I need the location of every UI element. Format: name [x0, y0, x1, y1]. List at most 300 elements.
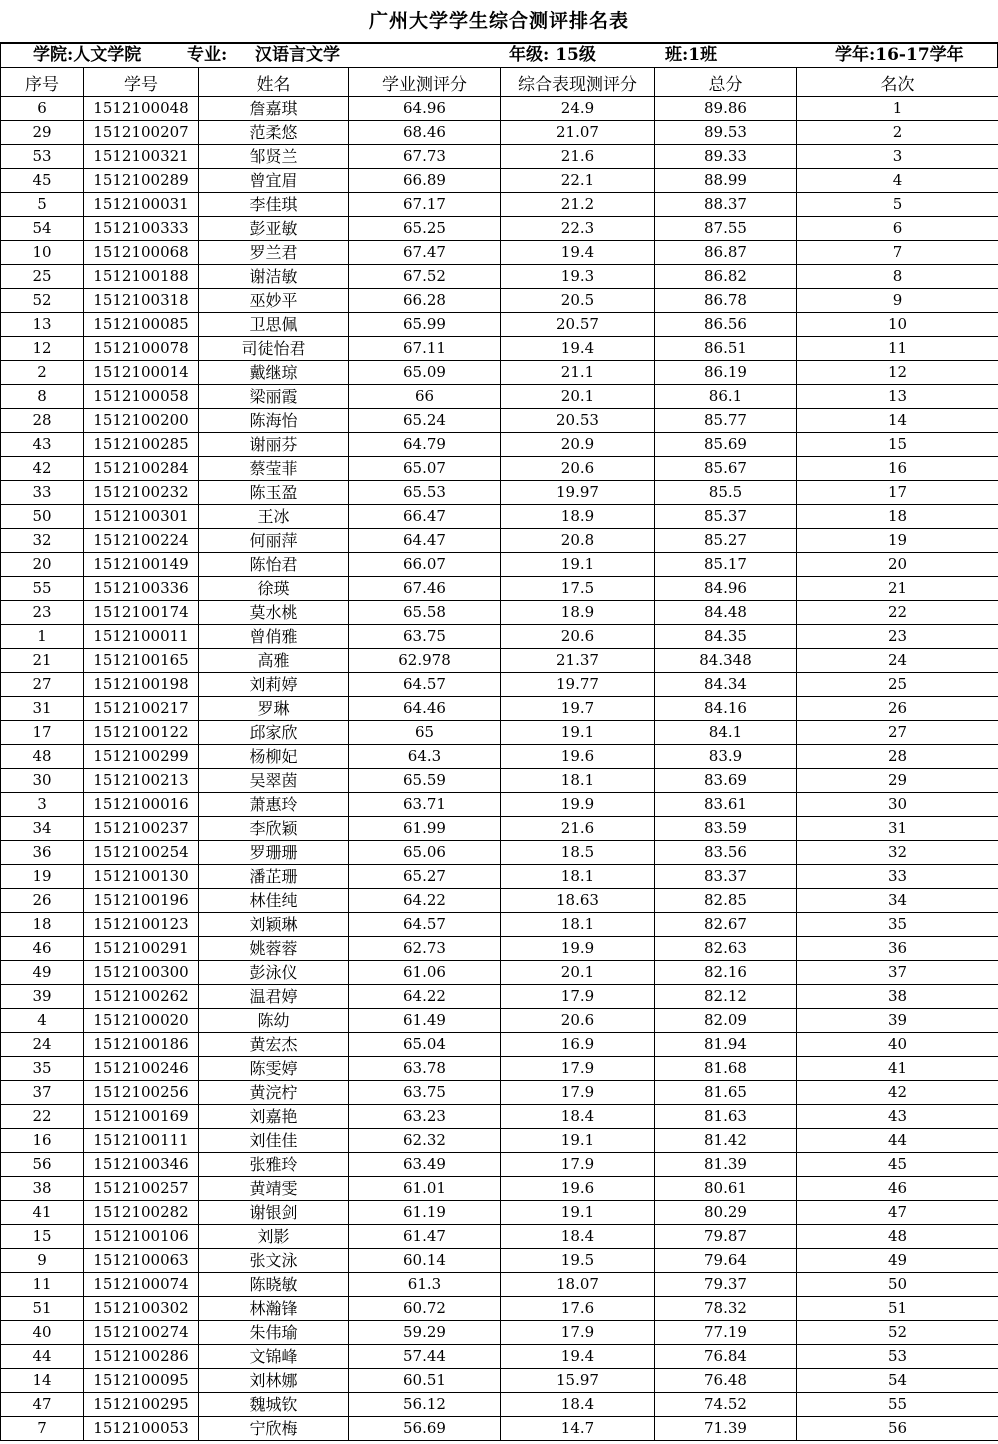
student-id-cell: 1512100224: [84, 529, 199, 553]
academic-score-cell: 67.47: [349, 241, 501, 265]
student-id-cell: 1512100232: [84, 481, 199, 505]
seq-cell: 26: [1, 889, 84, 913]
student-id-cell: 1512100286: [84, 1345, 199, 1369]
student-id-cell: 1512100300: [84, 961, 199, 985]
seq-cell: 32: [1, 529, 84, 553]
seq-cell: 28: [1, 409, 84, 433]
performance-score-cell: 17.9: [501, 1321, 655, 1345]
academic-score-cell: 65.24: [349, 409, 501, 433]
academic-score-cell: 63.23: [349, 1105, 501, 1129]
academic-score-cell: 65.53: [349, 481, 501, 505]
seq-cell: 33: [1, 481, 84, 505]
academic-score-cell: 61.49: [349, 1009, 501, 1033]
name-cell: 莫水桃: [199, 601, 349, 625]
total-score-cell: 83.9: [655, 745, 797, 769]
name-cell: 彭亚敏: [199, 217, 349, 241]
table-row: [1, 1297, 998, 1321]
performance-score-cell: 18.9: [501, 505, 655, 529]
rank-cell: 40: [797, 1033, 998, 1057]
name-cell: 梁丽霞: [199, 385, 349, 409]
name-cell: 陈晓敏: [199, 1273, 349, 1297]
rank-cell: 52: [797, 1321, 998, 1345]
seq-cell: 42: [1, 457, 84, 481]
student-id-cell: 1512100123: [84, 913, 199, 937]
performance-score-cell: 19.9: [501, 793, 655, 817]
table-row: [1, 553, 998, 577]
seq-cell: 39: [1, 985, 84, 1009]
col-header-student-id: 学号: [84, 68, 199, 97]
info-bar: [0, 42, 998, 67]
seq-cell: 7: [1, 1417, 84, 1441]
name-cell: 朱伟瑜: [199, 1321, 349, 1345]
rank-cell: 39: [797, 1009, 998, 1033]
table-row: [1, 1345, 998, 1369]
student-id-cell: 1512100291: [84, 937, 199, 961]
performance-score-cell: 24.9: [501, 97, 655, 121]
academic-score-cell: 61.06: [349, 961, 501, 985]
student-id-cell: 1512100196: [84, 889, 199, 913]
performance-score-cell: 18.1: [501, 913, 655, 937]
total-score-cell: 89.53: [655, 121, 797, 145]
student-id-cell: 1512100016: [84, 793, 199, 817]
total-score-cell: 77.19: [655, 1321, 797, 1345]
performance-score-cell: 22.3: [501, 217, 655, 241]
total-score-cell: 81.94: [655, 1033, 797, 1057]
name-cell: 范柔悠: [199, 121, 349, 145]
table-row: [1, 1273, 998, 1297]
col-header-total: 总分: [655, 68, 797, 97]
performance-score-cell: 21.1: [501, 361, 655, 385]
rank-cell: 5: [797, 193, 998, 217]
seq-cell: 30: [1, 769, 84, 793]
table-row: [1, 97, 998, 121]
name-cell: 潘芷珊: [199, 865, 349, 889]
student-id-cell: 1512100085: [84, 313, 199, 337]
total-score-cell: 79.64: [655, 1249, 797, 1273]
academic-year-label: 学年:16-17学年: [835, 45, 964, 65]
student-id-cell: 1512100063: [84, 1249, 199, 1273]
name-cell: 张雅玲: [199, 1153, 349, 1177]
performance-score-cell: 19.1: [501, 553, 655, 577]
name-cell: 蔡莹菲: [199, 457, 349, 481]
rank-cell: 30: [797, 793, 998, 817]
table-row: [1, 649, 998, 673]
name-cell: 詹嘉琪: [199, 97, 349, 121]
total-score-cell: 88.37: [655, 193, 797, 217]
col-header-rank: 名次: [797, 68, 998, 97]
seq-cell: 20: [1, 553, 84, 577]
table-row: [1, 1057, 998, 1081]
rank-cell: 17: [797, 481, 998, 505]
name-cell: 刘林娜: [199, 1369, 349, 1393]
table-row: [1, 745, 998, 769]
total-score-cell: 84.35: [655, 625, 797, 649]
student-id-cell: 1512100058: [84, 385, 199, 409]
student-id-cell: 1512100301: [84, 505, 199, 529]
rank-cell: 6: [797, 217, 998, 241]
name-cell: 陈怡君: [199, 553, 349, 577]
student-id-cell: 1512100274: [84, 1321, 199, 1345]
table-row: [1, 457, 998, 481]
academic-score-cell: 64.47: [349, 529, 501, 553]
performance-score-cell: 21.2: [501, 193, 655, 217]
table-row: [1, 289, 998, 313]
student-id-cell: 1512100074: [84, 1273, 199, 1297]
total-score-cell: 89.86: [655, 97, 797, 121]
student-id-cell: 1512100106: [84, 1225, 199, 1249]
performance-score-cell: 18.1: [501, 769, 655, 793]
student-id-cell: 1512100318: [84, 289, 199, 313]
col-header-performance-score: 综合表现测评分: [501, 68, 655, 97]
academic-score-cell: 68.46: [349, 121, 501, 145]
name-cell: 罗琳: [199, 697, 349, 721]
student-id-cell: 1512100048: [84, 97, 199, 121]
total-score-cell: 83.59: [655, 817, 797, 841]
academic-score-cell: 66.89: [349, 169, 501, 193]
student-id-cell: 1512100213: [84, 769, 199, 793]
major-label: 专业:: [187, 45, 228, 65]
name-cell: 彭泳仪: [199, 961, 349, 985]
student-id-cell: 1512100174: [84, 601, 199, 625]
rank-cell: 47: [797, 1201, 998, 1225]
academic-score-cell: 61.01: [349, 1177, 501, 1201]
total-score-cell: 79.87: [655, 1225, 797, 1249]
table-row: [1, 265, 998, 289]
student-id-cell: 1512100186: [84, 1033, 199, 1057]
total-score-cell: 86.78: [655, 289, 797, 313]
seq-cell: 38: [1, 1177, 84, 1201]
total-score-cell: 84.34: [655, 673, 797, 697]
table-row: [1, 385, 998, 409]
performance-score-cell: 20.6: [501, 1009, 655, 1033]
performance-score-cell: 20.57: [501, 313, 655, 337]
academic-score-cell: 61.99: [349, 817, 501, 841]
rank-cell: 35: [797, 913, 998, 937]
seq-cell: 6: [1, 97, 84, 121]
seq-cell: 40: [1, 1321, 84, 1345]
table-row: [1, 1009, 998, 1033]
performance-score-cell: 18.9: [501, 601, 655, 625]
performance-score-cell: 19.97: [501, 481, 655, 505]
table-row: [1, 937, 998, 961]
academic-score-cell: 65.04: [349, 1033, 501, 1057]
rank-cell: 9: [797, 289, 998, 313]
performance-score-cell: 14.7: [501, 1417, 655, 1441]
performance-score-cell: 20.6: [501, 625, 655, 649]
total-score-cell: 82.85: [655, 889, 797, 913]
performance-score-cell: 17.5: [501, 577, 655, 601]
table-header-row: [1, 68, 998, 97]
total-score-cell: 84.96: [655, 577, 797, 601]
academic-score-cell: 65.06: [349, 841, 501, 865]
table-row: [1, 1201, 998, 1225]
total-score-cell: 87.55: [655, 217, 797, 241]
name-cell: 萧惠玲: [199, 793, 349, 817]
academic-score-cell: 62.73: [349, 937, 501, 961]
student-id-cell: 1512100122: [84, 721, 199, 745]
rank-cell: 3: [797, 145, 998, 169]
performance-score-cell: 20.53: [501, 409, 655, 433]
student-id-cell: 1512100149: [84, 553, 199, 577]
academic-score-cell: 65.58: [349, 601, 501, 625]
student-id-cell: 1512100020: [84, 1009, 199, 1033]
rank-cell: 45: [797, 1153, 998, 1177]
seq-cell: 50: [1, 505, 84, 529]
student-id-cell: 1512100256: [84, 1081, 199, 1105]
table-row: [1, 673, 998, 697]
rank-cell: 8: [797, 265, 998, 289]
rank-cell: 11: [797, 337, 998, 361]
total-score-cell: 85.77: [655, 409, 797, 433]
rank-cell: 22: [797, 601, 998, 625]
seq-cell: 19: [1, 865, 84, 889]
table-row: [1, 313, 998, 337]
rank-cell: 23: [797, 625, 998, 649]
seq-cell: 22: [1, 1105, 84, 1129]
name-cell: 温君婷: [199, 985, 349, 1009]
table-row: [1, 769, 998, 793]
total-score-cell: 76.84: [655, 1345, 797, 1369]
total-score-cell: 81.39: [655, 1153, 797, 1177]
student-id-cell: 1512100031: [84, 193, 199, 217]
table-row: [1, 817, 998, 841]
academic-score-cell: 65.09: [349, 361, 501, 385]
table-row: [1, 865, 998, 889]
performance-score-cell: 19.3: [501, 265, 655, 289]
seq-cell: 17: [1, 721, 84, 745]
total-score-cell: 80.29: [655, 1201, 797, 1225]
table-row: [1, 1081, 998, 1105]
academic-score-cell: 61.3: [349, 1273, 501, 1297]
rank-cell: 10: [797, 313, 998, 337]
col-header-academic-score: 学业测评分: [349, 68, 501, 97]
performance-score-cell: 18.07: [501, 1273, 655, 1297]
name-cell: 谢洁敏: [199, 265, 349, 289]
rank-cell: 46: [797, 1177, 998, 1201]
student-id-cell: 1512100262: [84, 985, 199, 1009]
rank-cell: 34: [797, 889, 998, 913]
seq-cell: 35: [1, 1057, 84, 1081]
seq-cell: 48: [1, 745, 84, 769]
seq-cell: 34: [1, 817, 84, 841]
total-score-cell: 85.37: [655, 505, 797, 529]
page-title: 广州大学学生综合测评排名表: [368, 10, 629, 32]
rank-cell: 18: [797, 505, 998, 529]
performance-score-cell: 19.1: [501, 721, 655, 745]
rank-cell: 51: [797, 1297, 998, 1321]
academic-score-cell: 67.46: [349, 577, 501, 601]
student-id-cell: 1512100200: [84, 409, 199, 433]
seq-cell: 14: [1, 1369, 84, 1393]
performance-score-cell: 20.5: [501, 289, 655, 313]
rank-cell: 2: [797, 121, 998, 145]
performance-score-cell: 18.5: [501, 841, 655, 865]
student-id-cell: 1512100254: [84, 841, 199, 865]
academic-score-cell: 64.79: [349, 433, 501, 457]
performance-score-cell: 19.6: [501, 1177, 655, 1201]
performance-score-cell: 17.9: [501, 1081, 655, 1105]
seq-cell: 5: [1, 193, 84, 217]
performance-score-cell: 18.63: [501, 889, 655, 913]
name-cell: 姚蓉蓉: [199, 937, 349, 961]
academic-score-cell: 61.19: [349, 1201, 501, 1225]
academic-score-cell: 61.47: [349, 1225, 501, 1249]
academic-score-cell: 65.59: [349, 769, 501, 793]
academic-score-cell: 66.28: [349, 289, 501, 313]
student-id-cell: 1512100237: [84, 817, 199, 841]
table-row: [1, 169, 998, 193]
rank-cell: 15: [797, 433, 998, 457]
seq-cell: 45: [1, 169, 84, 193]
seq-cell: 37: [1, 1081, 84, 1105]
seq-cell: 21: [1, 649, 84, 673]
table-row: [1, 1225, 998, 1249]
performance-score-cell: 21.37: [501, 649, 655, 673]
name-cell: 黄宏杰: [199, 1033, 349, 1057]
name-cell: 李欣颖: [199, 817, 349, 841]
seq-cell: 25: [1, 265, 84, 289]
seq-cell: 36: [1, 841, 84, 865]
table-row: [1, 1177, 998, 1201]
rank-cell: 1: [797, 97, 998, 121]
table-row: [1, 841, 998, 865]
seq-cell: 16: [1, 1129, 84, 1153]
performance-score-cell: 18.1: [501, 865, 655, 889]
total-score-cell: 85.5: [655, 481, 797, 505]
table-row: [1, 1129, 998, 1153]
seq-cell: 46: [1, 937, 84, 961]
name-cell: 陈海怡: [199, 409, 349, 433]
total-score-cell: 88.99: [655, 169, 797, 193]
name-cell: 王冰: [199, 505, 349, 529]
academic-score-cell: 60.51: [349, 1369, 501, 1393]
student-id-cell: 1512100284: [84, 457, 199, 481]
rank-cell: 48: [797, 1225, 998, 1249]
name-cell: 巫妙平: [199, 289, 349, 313]
total-score-cell: 83.37: [655, 865, 797, 889]
performance-score-cell: 17.9: [501, 985, 655, 1009]
table-row: [1, 1105, 998, 1129]
table-row: [1, 409, 998, 433]
name-cell: 陈幼: [199, 1009, 349, 1033]
rank-cell: 16: [797, 457, 998, 481]
performance-score-cell: 18.4: [501, 1393, 655, 1417]
total-score-cell: 85.67: [655, 457, 797, 481]
table-row: [1, 241, 998, 265]
seq-cell: 3: [1, 793, 84, 817]
seq-cell: 53: [1, 145, 84, 169]
academic-score-cell: 66.07: [349, 553, 501, 577]
table-row: [1, 481, 998, 505]
name-cell: 谢银剑: [199, 1201, 349, 1225]
performance-score-cell: 19.4: [501, 1345, 655, 1369]
name-cell: 林瀚锋: [199, 1297, 349, 1321]
table-row: [1, 985, 998, 1009]
rank-cell: 20: [797, 553, 998, 577]
ranking-table: [0, 67, 998, 1441]
academic-score-cell: 66: [349, 385, 501, 409]
grade-label: 年级: 15级: [509, 45, 596, 65]
table-row: [1, 721, 998, 745]
seq-cell: 15: [1, 1225, 84, 1249]
table-row: [1, 1369, 998, 1393]
name-cell: 张文泳: [199, 1249, 349, 1273]
performance-score-cell: 22.1: [501, 169, 655, 193]
seq-cell: 12: [1, 337, 84, 361]
performance-score-cell: 20.1: [501, 961, 655, 985]
performance-score-cell: 15.97: [501, 1369, 655, 1393]
academic-score-cell: 64.96: [349, 97, 501, 121]
total-score-cell: 80.61: [655, 1177, 797, 1201]
table-row: [1, 1417, 998, 1441]
table-row: [1, 697, 998, 721]
rank-cell: 55: [797, 1393, 998, 1417]
seq-cell: 51: [1, 1297, 84, 1321]
name-cell: 司徒怡君: [199, 337, 349, 361]
rank-cell: 56: [797, 1417, 998, 1441]
total-score-cell: 83.61: [655, 793, 797, 817]
academic-score-cell: 62.32: [349, 1129, 501, 1153]
academic-score-cell: 67.52: [349, 265, 501, 289]
seq-cell: 47: [1, 1393, 84, 1417]
academic-score-cell: 65.99: [349, 313, 501, 337]
academic-score-cell: 64.22: [349, 985, 501, 1009]
total-score-cell: 84.48: [655, 601, 797, 625]
academic-score-cell: 63.49: [349, 1153, 501, 1177]
student-id-cell: 1512100321: [84, 145, 199, 169]
total-score-cell: 79.37: [655, 1273, 797, 1297]
table-row: [1, 217, 998, 241]
student-id-cell: 1512100299: [84, 745, 199, 769]
table-row: [1, 1033, 998, 1057]
major-value: 汉语言文学: [255, 45, 340, 65]
student-id-cell: 1512100011: [84, 625, 199, 649]
name-cell: 邹贤兰: [199, 145, 349, 169]
seq-cell: 11: [1, 1273, 84, 1297]
table-row: [1, 433, 998, 457]
seq-cell: 24: [1, 1033, 84, 1057]
table-row: [1, 1321, 998, 1345]
rank-cell: 24: [797, 649, 998, 673]
academic-score-cell: 63.75: [349, 1081, 501, 1105]
col-header-seq: 序号: [1, 68, 84, 97]
total-score-cell: 84.1: [655, 721, 797, 745]
student-id-cell: 1512100282: [84, 1201, 199, 1225]
total-score-cell: 86.87: [655, 241, 797, 265]
student-id-cell: 1512100257: [84, 1177, 199, 1201]
performance-score-cell: 19.4: [501, 337, 655, 361]
rank-cell: 42: [797, 1081, 998, 1105]
performance-score-cell: 17.6: [501, 1297, 655, 1321]
total-score-cell: 81.65: [655, 1081, 797, 1105]
name-cell: 黄靖雯: [199, 1177, 349, 1201]
academic-score-cell: 64.57: [349, 673, 501, 697]
name-cell: 戴继琼: [199, 361, 349, 385]
rank-cell: 41: [797, 1057, 998, 1081]
performance-score-cell: 21.07: [501, 121, 655, 145]
performance-score-cell: 19.4: [501, 241, 655, 265]
academic-score-cell: 67.73: [349, 145, 501, 169]
name-cell: 罗珊珊: [199, 841, 349, 865]
table-row: [1, 889, 998, 913]
seq-cell: 2: [1, 361, 84, 385]
academic-score-cell: 56.12: [349, 1393, 501, 1417]
total-score-cell: 82.67: [655, 913, 797, 937]
total-score-cell: 82.16: [655, 961, 797, 985]
rank-cell: 54: [797, 1369, 998, 1393]
student-id-cell: 1512100207: [84, 121, 199, 145]
student-id-cell: 1512100165: [84, 649, 199, 673]
